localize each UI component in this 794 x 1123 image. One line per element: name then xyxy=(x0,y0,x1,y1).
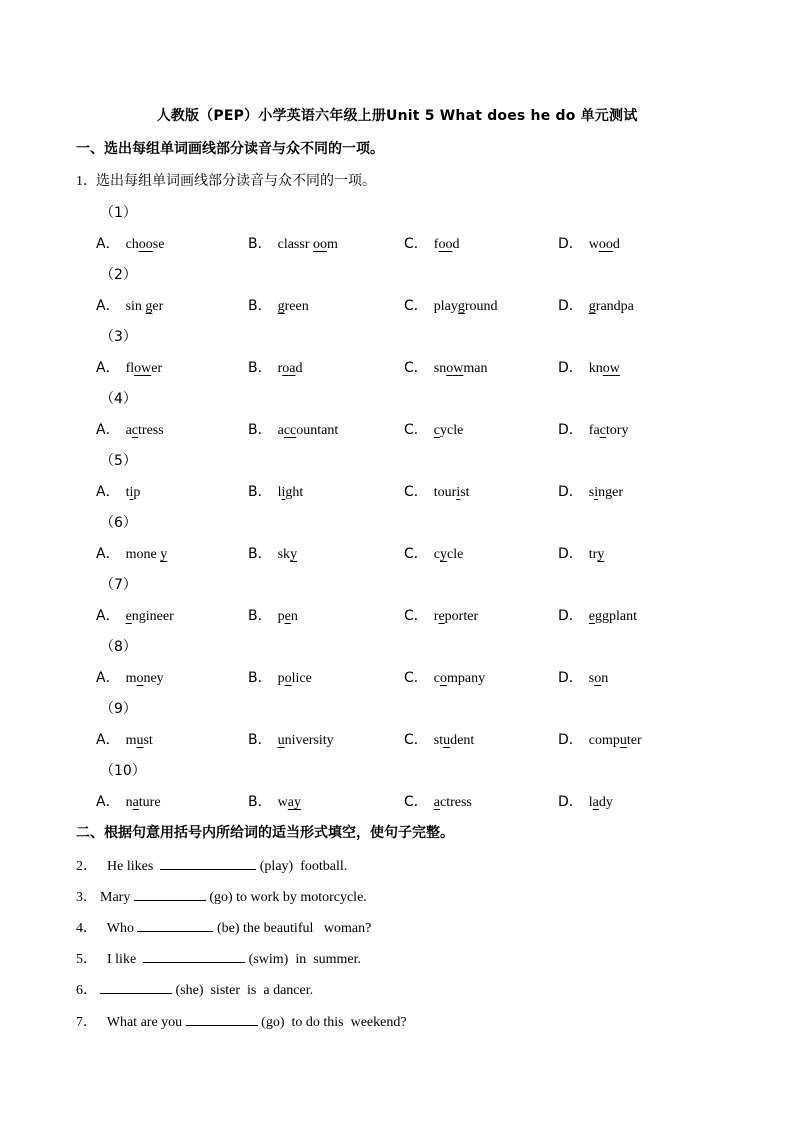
option-word xyxy=(278,237,338,252)
sentence-after: (she) sister is a dancer. xyxy=(172,983,314,998)
underlined-part: e xyxy=(588,609,595,624)
option-c[interactable] xyxy=(404,543,463,563)
word-part: t xyxy=(125,485,130,500)
word-part: d xyxy=(295,361,303,376)
fill-item xyxy=(76,917,371,937)
word-part: lice xyxy=(291,671,312,686)
underlined-part: y xyxy=(290,547,298,562)
option-word xyxy=(589,795,613,810)
word-part: tour xyxy=(433,485,457,500)
option-d[interactable] xyxy=(558,357,620,377)
option-word xyxy=(589,299,634,314)
group-label: （2） xyxy=(100,267,137,283)
word-part: d xyxy=(452,237,460,252)
word-part: f xyxy=(433,237,439,252)
word-part: tr xyxy=(588,547,598,562)
word-part: l xyxy=(588,795,593,810)
answer-blank[interactable] xyxy=(134,888,206,901)
option-letter: A． xyxy=(96,794,120,810)
page-title: 人教版（PEP）小学英语六年级上册Unit 5 What does he do 单元测试 xyxy=(156,108,638,124)
option-letter: D． xyxy=(558,794,583,810)
underlined-part: oo xyxy=(598,237,613,252)
sentence-before: Who xyxy=(100,921,138,936)
word-part: randpa xyxy=(595,299,634,314)
word-part: classr xyxy=(277,237,313,252)
word-part: round xyxy=(464,299,498,314)
option-a[interactable] xyxy=(96,543,167,563)
option-word xyxy=(589,547,605,562)
option-letter: C． xyxy=(404,670,428,686)
sentence-before: I like xyxy=(100,952,144,967)
underlined-part: ow xyxy=(446,361,464,376)
group-label: （3） xyxy=(100,329,137,345)
word-part: r xyxy=(277,361,283,376)
option-a[interactable] xyxy=(96,233,164,253)
word-part: ountant xyxy=(296,423,339,438)
word-part: comp xyxy=(588,733,620,748)
word-part: play xyxy=(433,299,458,314)
option-word xyxy=(278,361,303,376)
option-c[interactable] xyxy=(404,295,498,315)
option-b[interactable] xyxy=(248,543,297,563)
option-word xyxy=(126,485,141,500)
option-c[interactable] xyxy=(404,419,463,439)
option-letter: D． xyxy=(558,236,583,252)
underlined-part: u xyxy=(619,733,627,748)
option-c[interactable] xyxy=(404,233,459,253)
word-part: a xyxy=(277,423,284,438)
option-row xyxy=(0,295,794,315)
option-word xyxy=(589,237,620,252)
option-letter: B． xyxy=(248,298,272,314)
option-b[interactable] xyxy=(248,419,338,439)
option-word xyxy=(126,609,174,624)
underlined-part: g xyxy=(457,299,465,314)
word-part: er xyxy=(152,299,164,314)
fill-item xyxy=(76,886,367,906)
underlined-part: c xyxy=(433,423,440,438)
word-part: ngineer xyxy=(131,609,174,624)
option-word xyxy=(434,299,498,314)
option-letter: B． xyxy=(248,360,272,376)
option-word xyxy=(278,485,304,500)
option-c[interactable] xyxy=(404,791,472,811)
option-b[interactable] xyxy=(248,481,303,501)
answer-blank[interactable] xyxy=(160,857,256,870)
word-part: sk xyxy=(277,547,291,562)
underlined-part: a xyxy=(132,795,139,810)
underlined-part: y xyxy=(597,547,605,562)
option-word xyxy=(434,609,478,624)
underlined-part: u xyxy=(277,733,285,748)
word-part: dy xyxy=(598,795,613,810)
word-part: fa xyxy=(588,423,600,438)
fill-item xyxy=(76,948,361,968)
option-a[interactable] xyxy=(96,295,163,315)
option-word xyxy=(434,237,460,252)
word-part: ney xyxy=(143,671,164,686)
option-letter: D． xyxy=(558,484,583,500)
underlined-part: o xyxy=(136,671,144,686)
group-label: （8） xyxy=(100,639,137,655)
option-c[interactable] xyxy=(404,357,487,377)
section1-heading: 一、选出每组单词画线部分读音与众不同的一项。 xyxy=(76,141,384,157)
option-word xyxy=(434,485,470,500)
option-letter: D． xyxy=(558,422,583,438)
option-word xyxy=(126,547,168,562)
answer-blank[interactable] xyxy=(137,919,213,932)
word-part: d xyxy=(612,237,620,252)
question-1 xyxy=(76,170,376,190)
underlined-part: y xyxy=(440,547,447,562)
underlined-part: oo xyxy=(138,237,153,252)
answer-blank[interactable] xyxy=(143,950,245,963)
word-part: ctress xyxy=(440,795,472,810)
word-part: ch xyxy=(125,237,139,252)
word-part: st xyxy=(433,733,444,748)
option-letter: C． xyxy=(404,484,428,500)
underlined-part: c xyxy=(599,423,606,438)
option-letter: A． xyxy=(96,732,120,748)
option-b[interactable] xyxy=(248,729,334,749)
option-word xyxy=(434,361,488,376)
group-label: （6） xyxy=(100,515,137,531)
option-word xyxy=(126,361,163,376)
underlined-part: o xyxy=(284,671,292,686)
underlined-part: g xyxy=(588,299,596,314)
option-letter: A． xyxy=(96,298,120,314)
option-c[interactable] xyxy=(404,481,470,501)
underlined-part: i xyxy=(594,485,599,500)
group-label: （4） xyxy=(100,391,137,407)
option-word xyxy=(126,671,164,686)
option-row xyxy=(0,667,794,687)
group-label: （10） xyxy=(100,763,146,779)
fill-item xyxy=(76,1011,407,1031)
word-part: se xyxy=(152,237,165,252)
word-part: er xyxy=(151,361,163,376)
option-word xyxy=(589,361,620,376)
option-d[interactable] xyxy=(558,419,628,439)
underlined-part: ow xyxy=(602,361,620,376)
option-d[interactable] xyxy=(558,233,620,253)
underlined-part: u xyxy=(136,733,144,748)
word-part: ght xyxy=(285,485,304,500)
option-letter: B． xyxy=(248,794,272,810)
option-letter: C． xyxy=(404,608,428,624)
fill-item xyxy=(76,855,347,875)
item-number: 2． xyxy=(76,859,97,874)
word-part: ter xyxy=(626,733,642,748)
option-word xyxy=(278,299,309,314)
underlined-part: ow xyxy=(134,361,152,376)
option-letter: B． xyxy=(248,422,272,438)
option-word xyxy=(126,423,164,438)
word-part: tress xyxy=(138,423,164,438)
option-letter: A． xyxy=(96,608,120,624)
underlined-part: g xyxy=(145,299,153,314)
word-part: p xyxy=(133,485,141,500)
word-part: l xyxy=(277,485,282,500)
word-part: m xyxy=(125,671,137,686)
option-letter: C． xyxy=(404,422,428,438)
word-part: m xyxy=(327,237,338,252)
word-part: sn xyxy=(433,361,447,376)
option-word xyxy=(434,671,485,686)
answer-blank[interactable] xyxy=(100,981,172,994)
underlined-part: o xyxy=(440,671,447,686)
word-part: ycle xyxy=(440,423,464,438)
sentence-before: What are you xyxy=(100,1015,186,1030)
item-number: 5． xyxy=(76,952,97,967)
option-letter: D． xyxy=(558,608,583,624)
word-part: n xyxy=(601,671,609,686)
word-part: c xyxy=(433,547,440,562)
underlined-part: ay xyxy=(287,795,301,810)
underlined-part: g xyxy=(277,299,285,314)
option-letter: D． xyxy=(558,670,583,686)
word-part: m xyxy=(125,733,137,748)
word-part: p xyxy=(277,671,285,686)
underlined-part: oo xyxy=(438,237,453,252)
option-letter: A． xyxy=(96,484,120,500)
option-row xyxy=(0,729,794,749)
word-part: ggplant xyxy=(595,609,637,624)
option-word xyxy=(434,795,472,810)
option-letter: C． xyxy=(404,298,428,314)
underlined-part: a xyxy=(433,795,440,810)
option-word xyxy=(278,609,298,624)
option-word xyxy=(126,299,164,314)
underlined-part: e xyxy=(438,609,445,624)
word-part: n xyxy=(125,795,133,810)
word-part: r xyxy=(433,609,439,624)
word-part: s xyxy=(588,671,595,686)
option-d[interactable] xyxy=(558,295,634,315)
option-a[interactable] xyxy=(96,729,153,749)
option-d[interactable] xyxy=(558,481,623,501)
option-letter: D． xyxy=(558,546,583,562)
option-d[interactable] xyxy=(558,729,642,749)
option-word xyxy=(278,733,334,748)
option-letter: C． xyxy=(404,732,428,748)
option-letter: A． xyxy=(96,360,120,376)
option-word xyxy=(278,795,301,810)
word-part: fl xyxy=(125,361,135,376)
underlined-part: a xyxy=(592,795,599,810)
word-part: mone xyxy=(125,547,161,562)
option-c[interactable] xyxy=(404,667,485,687)
underlined-part: i xyxy=(129,485,134,500)
sentence-after: (go) to work by motorcycle. xyxy=(205,890,367,905)
word-part: s xyxy=(588,485,595,500)
sentence-after: (swim) in summer. xyxy=(245,952,362,967)
option-b[interactable] xyxy=(248,791,301,811)
option-letter: B． xyxy=(248,670,272,686)
word-part: w xyxy=(277,795,288,810)
option-row xyxy=(0,481,794,501)
option-a[interactable] xyxy=(96,357,162,377)
option-letter: D． xyxy=(558,360,583,376)
option-d[interactable] xyxy=(558,791,613,811)
option-c[interactable] xyxy=(404,605,478,625)
option-letter: C． xyxy=(404,236,428,252)
fill-item xyxy=(76,979,313,999)
option-word xyxy=(589,671,608,686)
group-label: （1） xyxy=(100,205,137,221)
underlined-part: y xyxy=(160,547,168,562)
underlined-part: o xyxy=(594,671,602,686)
option-b[interactable] xyxy=(248,667,312,687)
sentence-after: (go) to do this weekend? xyxy=(257,1015,407,1030)
option-c[interactable] xyxy=(404,729,474,749)
underlined-part: oo xyxy=(313,237,327,252)
option-letter: A． xyxy=(96,422,120,438)
option-letter: D． xyxy=(558,298,583,314)
option-a[interactable] xyxy=(96,667,164,687)
section2-heading: 二、根据句意用括号内所给词的适当形式填空，使句子完整。 xyxy=(76,825,454,841)
word-part: st xyxy=(460,485,470,500)
word-part: p xyxy=(277,609,285,624)
option-d[interactable] xyxy=(558,667,608,687)
item-number: 6． xyxy=(76,983,97,998)
word-part: kn xyxy=(588,361,603,376)
option-word xyxy=(589,423,629,438)
group-label: （5） xyxy=(100,453,137,469)
option-letter: B． xyxy=(248,546,272,562)
option-word xyxy=(278,547,297,562)
underlined-part: e xyxy=(125,609,132,624)
option-letter: B． xyxy=(248,732,272,748)
option-word xyxy=(126,733,153,748)
option-letter: A． xyxy=(96,236,120,252)
option-b[interactable] xyxy=(248,357,303,377)
word-part: n xyxy=(290,609,298,624)
word-part: nger xyxy=(598,485,624,500)
word-part: man xyxy=(463,361,488,376)
option-b[interactable] xyxy=(248,233,338,253)
option-a[interactable] xyxy=(96,481,140,501)
option-d[interactable] xyxy=(558,543,604,563)
word-part: porter xyxy=(444,609,479,624)
answer-blank[interactable] xyxy=(186,1013,258,1026)
option-a[interactable] xyxy=(96,605,174,625)
word-part: dent xyxy=(450,733,475,748)
word-part: reen xyxy=(284,299,309,314)
option-letter: B． xyxy=(248,236,272,252)
word-part: sin xyxy=(125,299,146,314)
word-part: ture xyxy=(138,795,161,810)
option-word xyxy=(434,423,464,438)
option-word xyxy=(126,795,161,810)
option-a[interactable] xyxy=(96,419,164,439)
underlined-part: u xyxy=(443,733,451,748)
word-part: w xyxy=(588,237,599,252)
option-row xyxy=(0,605,794,625)
option-word xyxy=(278,423,339,438)
sentence-before: He likes xyxy=(100,859,161,874)
option-word xyxy=(434,733,474,748)
option-word xyxy=(126,237,165,252)
option-a[interactable] xyxy=(96,791,161,811)
option-row xyxy=(0,357,794,377)
question-text: 选出每组单词画线部分读音与众不同的一项。 xyxy=(96,173,376,189)
sentence-before: Mary xyxy=(100,890,134,905)
word-part: niversity xyxy=(284,733,334,748)
group-label: （7） xyxy=(100,577,137,593)
option-word xyxy=(589,733,642,748)
option-row xyxy=(0,791,794,811)
underlined-part: e xyxy=(284,609,291,624)
question-number: 1． xyxy=(76,174,97,189)
option-letter: B． xyxy=(248,608,272,624)
option-letter: C． xyxy=(404,360,428,376)
underlined-part: i xyxy=(281,485,286,500)
option-letter: A． xyxy=(96,546,120,562)
option-word xyxy=(434,547,464,562)
sentence-after: (be) the beautiful woman? xyxy=(213,921,372,936)
option-letter: D． xyxy=(558,732,583,748)
option-word xyxy=(589,609,637,624)
option-row xyxy=(0,419,794,439)
item-number: 3． xyxy=(76,890,97,905)
item-number: 7． xyxy=(76,1015,97,1030)
word-part: a xyxy=(125,423,132,438)
option-word xyxy=(589,485,623,500)
option-b[interactable] xyxy=(248,605,298,625)
word-part: tory xyxy=(605,423,629,438)
underlined-part: cc xyxy=(283,423,297,438)
option-letter: C． xyxy=(404,794,428,810)
word-part: cle xyxy=(447,547,464,562)
underlined-part: c xyxy=(131,423,139,438)
word-part: st xyxy=(143,733,153,748)
option-b[interactable] xyxy=(248,295,309,315)
underlined-part: i xyxy=(456,485,461,500)
option-word xyxy=(278,671,312,686)
option-row xyxy=(0,543,794,563)
underlined-part: oa xyxy=(282,361,296,376)
group-label: （9） xyxy=(100,701,137,717)
option-letter: B． xyxy=(248,484,272,500)
option-row xyxy=(0,233,794,253)
item-number: 4． xyxy=(76,921,97,936)
option-letter: C． xyxy=(404,546,428,562)
option-d[interactable] xyxy=(558,605,637,625)
option-letter: A． xyxy=(96,670,120,686)
word-part: c xyxy=(433,671,440,686)
word-part: mpany xyxy=(447,671,486,686)
sentence-after: (play) football. xyxy=(256,859,348,874)
